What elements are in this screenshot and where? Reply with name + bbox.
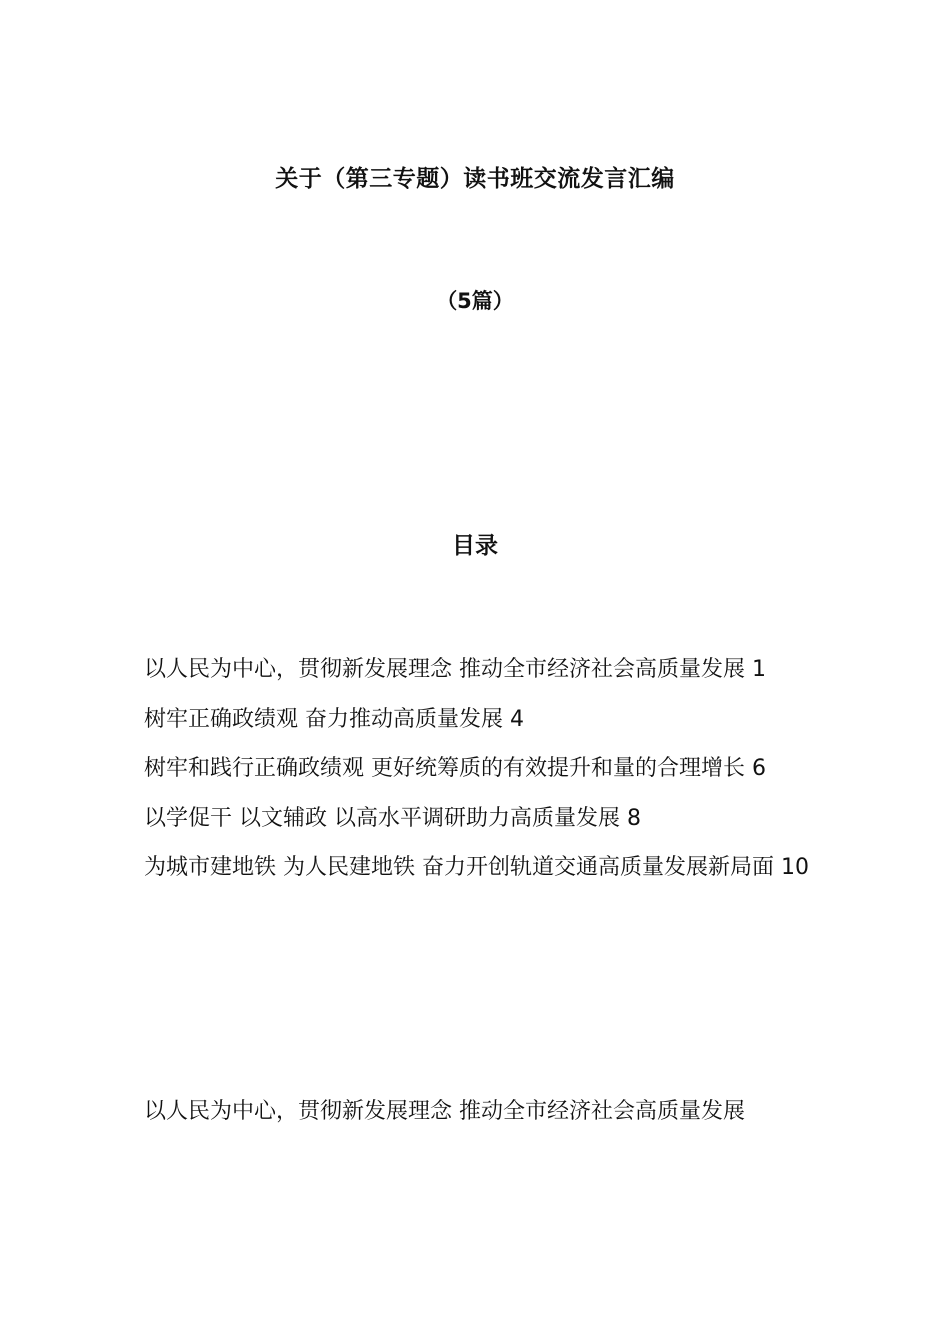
toc-item[interactable]: 树牢正确政绩观 奋力推动高质量发展 4 [144,706,524,732]
toc-item[interactable]: 树牢和践行正确政绩观 更好统筹质的有效提升和量的合理增长 6 [144,756,766,781]
toc-item[interactable]: 以学促干 以文辅政 以高水平调研助力高质量发展 8 [144,805,641,831]
toc-item[interactable]: 以人民为中心，贯彻新发展理念 推动全市经济社会高质量发展 1 [144,657,766,682]
toc-heading: 目录 [452,533,498,559]
document-title: 关于（第三专题）读书班交流发言汇编 [275,166,675,192]
table-of-contents [144,645,814,893]
document-subtitle: （5篇） [436,289,514,313]
section-title: 以人民为中心，贯彻新发展理念 推动全市经济社会高质量发展 [144,1099,745,1124]
toc-item[interactable]: 为城市建地铁 为人民建地铁 奋力开创轨道交通高质量发展新局面 10 [144,855,809,880]
